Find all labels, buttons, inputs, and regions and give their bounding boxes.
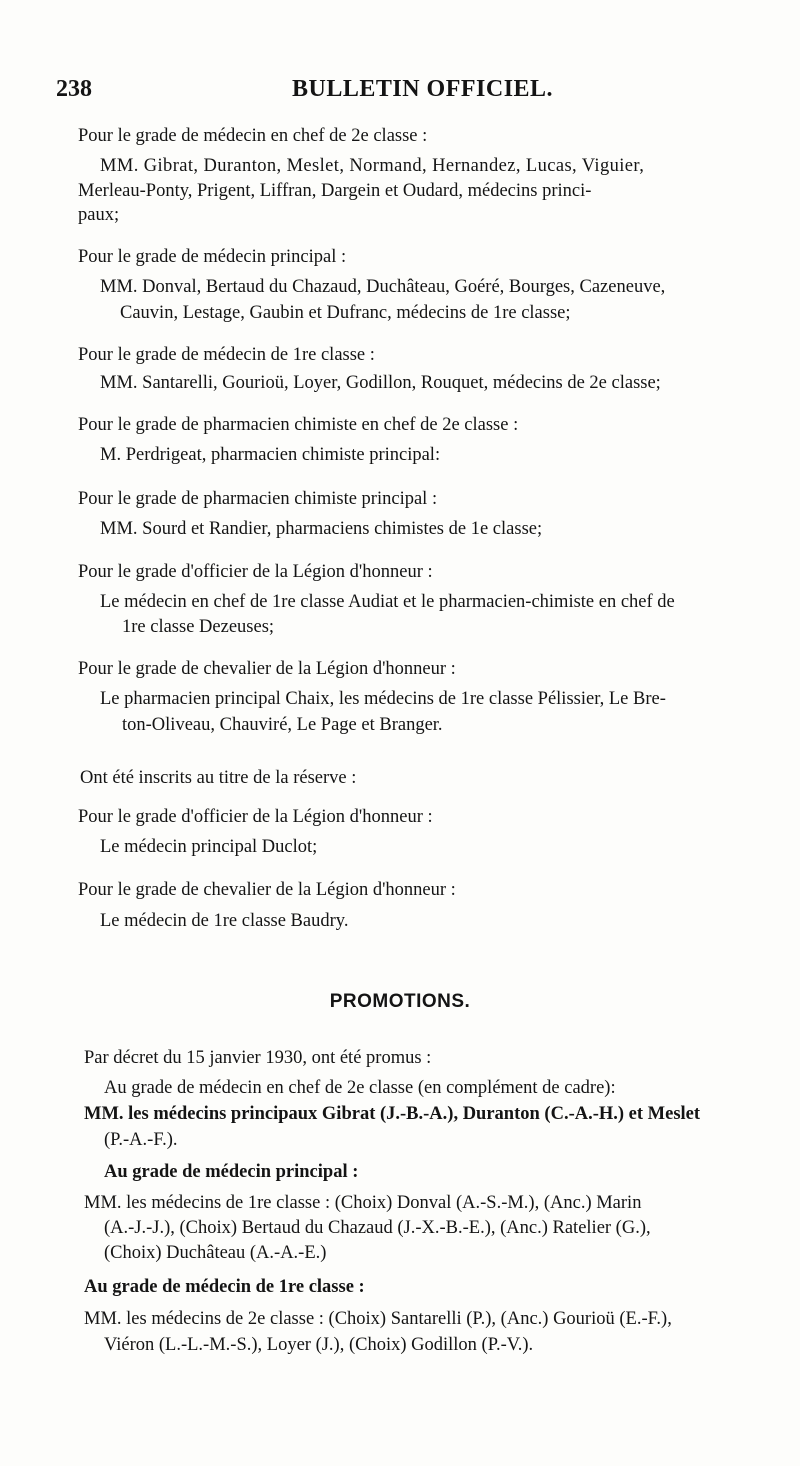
promotion-line: MM. les médecins principaux Gibrat (J.-B.-A.), Duranton (C.-A.-H.) et Meslet <box>84 1104 701 1124</box>
grade-intro: Pour le grade d'officier de la Légion d'honneur : <box>78 807 433 827</box>
promotion-line: (A.-J.-J.), (Choix) Bertaud du Chazaud (J.-X.-B.-E.), (Anc.) Ratelier (G.), <box>104 1218 651 1238</box>
grade-intro: Au grade de médecin principal : <box>104 1162 359 1182</box>
promotion-line: MM. les médecins de 1re classe : (Choix) Donval (A.-S.-M.), (Anc.) Marin <box>84 1193 642 1213</box>
grade-intro: Au grade de médecin en chef de 2e classe (en complément de cadre): <box>104 1078 616 1098</box>
page-header <box>0 76 800 116</box>
nominee-line: Le médecin de 1re classe Baudry. <box>100 911 349 931</box>
nominee-line: paux; <box>78 205 120 225</box>
grade-intro: Pour le grade de pharmacien chimiste principal : <box>78 489 438 509</box>
nominee-line: Le médecin principal Duclot; <box>100 837 318 857</box>
nominee-line: ton-Oliveau, Chauviré, Le Page et Branger. <box>122 715 443 735</box>
promotion-line: MM. les médecins de 2e classe : (Choix) Santarelli (P.), (Anc.) Gourioü (E.-F.), <box>84 1309 672 1329</box>
promotion-line: (Choix) Duchâteau (A.-A.-E.) <box>104 1243 327 1263</box>
grade-intro: Pour le grade de pharmacien chimiste en chef de 2e classe : <box>78 415 519 435</box>
nominee-line: MM. Sourd et Randier, pharmaciens chimistes de 1e classe; <box>100 519 543 539</box>
promotion-line: Viéron (L.-L.-M.-S.), Loyer (J.), (Choix) Godillon (P.-V.). <box>104 1335 534 1355</box>
grade-intro: Pour le grade de chevalier de la Légion d'honneur : <box>78 880 456 900</box>
grade-intro: Pour le grade de médecin principal : <box>78 247 347 267</box>
reserve-heading: Ont été inscrits au titre de la réserve : <box>80 768 357 788</box>
nominee-line: MM. Gibrat, Duranton, Meslet, Normand, Hernandez, Lucas, Viguier, <box>100 156 645 176</box>
grade-intro: Pour le grade de médecin en chef de 2e classe : <box>78 126 428 146</box>
grade-intro: Pour le grade d'officier de la Légion d'honneur : <box>78 562 433 582</box>
grade-intro: Pour le grade de chevalier de la Légion d'honneur : <box>78 659 456 679</box>
nominee-line: Merleau-Ponty, Prigent, Liffran, Dargein et Oudard, médecins princi- <box>78 181 592 201</box>
nominee-line: M. Perdrigeat, pharmacien chimiste principal: <box>100 445 441 465</box>
grade-intro: Au grade de médecin de 1re classe : <box>84 1277 365 1297</box>
promotion-line: (P.-A.-F.). <box>104 1130 178 1150</box>
nominee-line: 1re classe Dezeuses; <box>122 617 275 637</box>
grade-intro: Pour le grade de médecin de 1re classe : <box>78 345 375 365</box>
decree-line: Par décret du 15 janvier 1930, ont été promus : <box>84 1048 432 1068</box>
nominee-line: MM. Donval, Bertaud du Chazaud, Duchâteau, Goéré, Bourges, Cazeneuve, <box>100 277 666 297</box>
nominee-line: Cauvin, Lestage, Gaubin et Dufranc, médecins de 1re classe; <box>120 303 571 323</box>
running-title: BULLETIN OFFICIEL. <box>292 76 554 102</box>
page-number: 238 <box>56 76 92 102</box>
section-title: PROMOTIONS. <box>329 991 471 1012</box>
nominee-line: Le pharmacien principal Chaix, les médecins de 1re classe Pélissier, Le Bre- <box>100 689 666 709</box>
nominee-line: MM. Santarelli, Gourioü, Loyer, Godillon, Rouquet, médecins de 2e classe; <box>100 373 661 393</box>
nominee-line: Le médecin en chef de 1re classe Audiat et le pharmacien-chimiste en chef de <box>100 592 675 612</box>
